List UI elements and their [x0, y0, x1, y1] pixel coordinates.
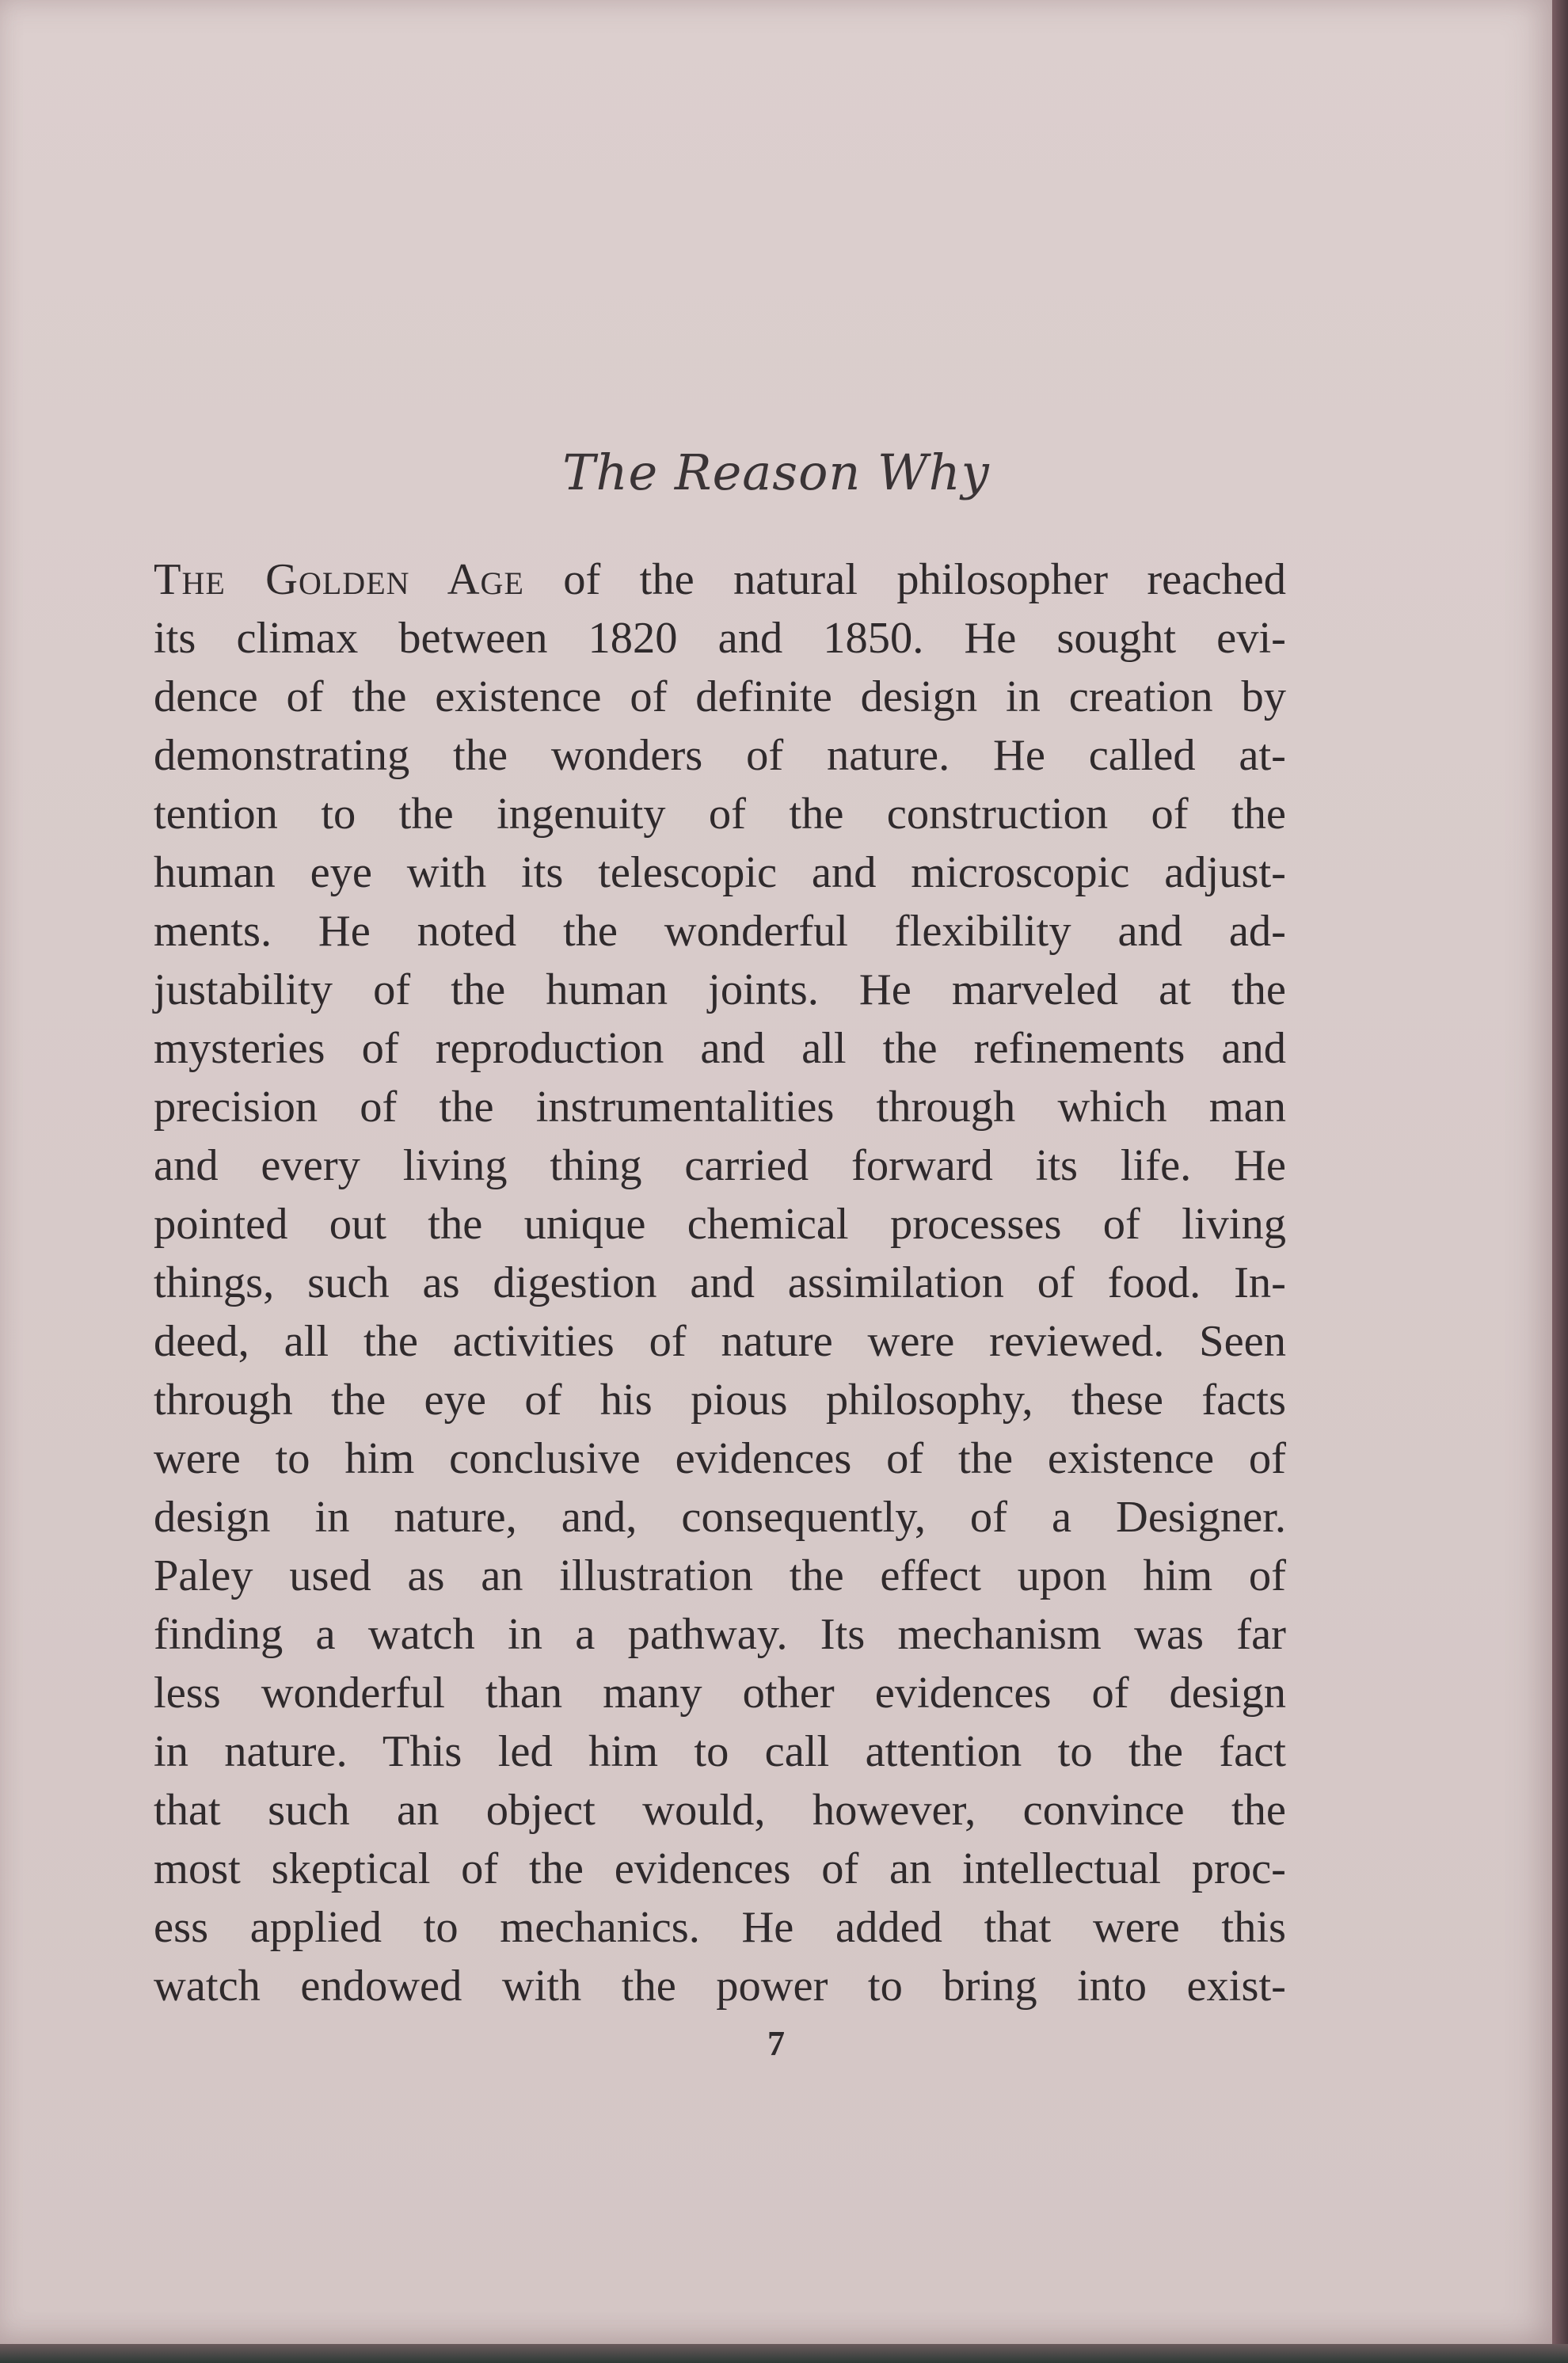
text-line: through the eye of his pious philosophy, these facts	[154, 1376, 1286, 1425]
page-heading: The Reason Why	[562, 443, 990, 501]
text-line: justability of the human joints. He marveled at the	[154, 965, 1286, 1014]
text-line: were to him conclusive evidences of the existence of	[154, 1434, 1286, 1483]
text-line: deed, all the activities of nature were reviewed. Seen	[154, 1317, 1286, 1366]
page-number: 7	[767, 2024, 785, 2063]
text-line-content: of the natural philosopher reached	[523, 555, 1286, 604]
text-line: design in nature, and, consequently, of a Designer.	[154, 1493, 1286, 1542]
text-line: ments. He noted the wonderful flexibility and ad-	[154, 907, 1286, 956]
body-text	[154, 550, 1286, 2015]
text-line: things, such as digestion and assimilation of food. In-	[154, 1258, 1286, 1307]
text-line: that such an object would, however, convince the	[154, 1786, 1286, 1835]
text-line: precision of the instrumentalities through which man	[154, 1083, 1286, 1132]
text-line: and every living thing carried forward its life. He	[154, 1141, 1286, 1190]
text-line: Paley used as an illustration the effect upon him of	[154, 1551, 1286, 1600]
text-line: less wonderful than many other evidences of design	[154, 1669, 1286, 1718]
opening-small-caps: The Golden Age	[154, 555, 524, 604]
text-line: tention to the ingenuity of the construction of the	[154, 790, 1286, 839]
book-edge-bottom	[0, 2344, 1568, 2363]
book-edge-right	[1552, 0, 1568, 2363]
text-line: finding a watch in a pathway. Its mechanism was far	[154, 1610, 1286, 1659]
text-line: demonstrating the wonders of nature. He called at-	[154, 731, 1286, 780]
text-line: watch endowed with the power to bring into exist-	[154, 1962, 1286, 2011]
text-line: most skeptical of the evidences of an intellectual proc-	[154, 1844, 1286, 1893]
text-line	[154, 550, 1286, 609]
text-line: its climax between 1820 and 1850. He sought evi-	[154, 614, 1286, 663]
text-line: pointed out the unique chemical processes of living	[154, 1200, 1286, 1249]
text-line: human eye with its telescopic and microscopic adjust-	[154, 848, 1286, 897]
text-line: mysteries of reproduction and all the refinements and	[154, 1024, 1286, 1073]
text-line: in nature. This led him to call attention to the fact	[154, 1727, 1286, 1776]
text-line: ess applied to mechanics. He added that were this	[154, 1903, 1286, 1952]
text-line: dence of the existence of definite design in creation by	[154, 672, 1286, 721]
